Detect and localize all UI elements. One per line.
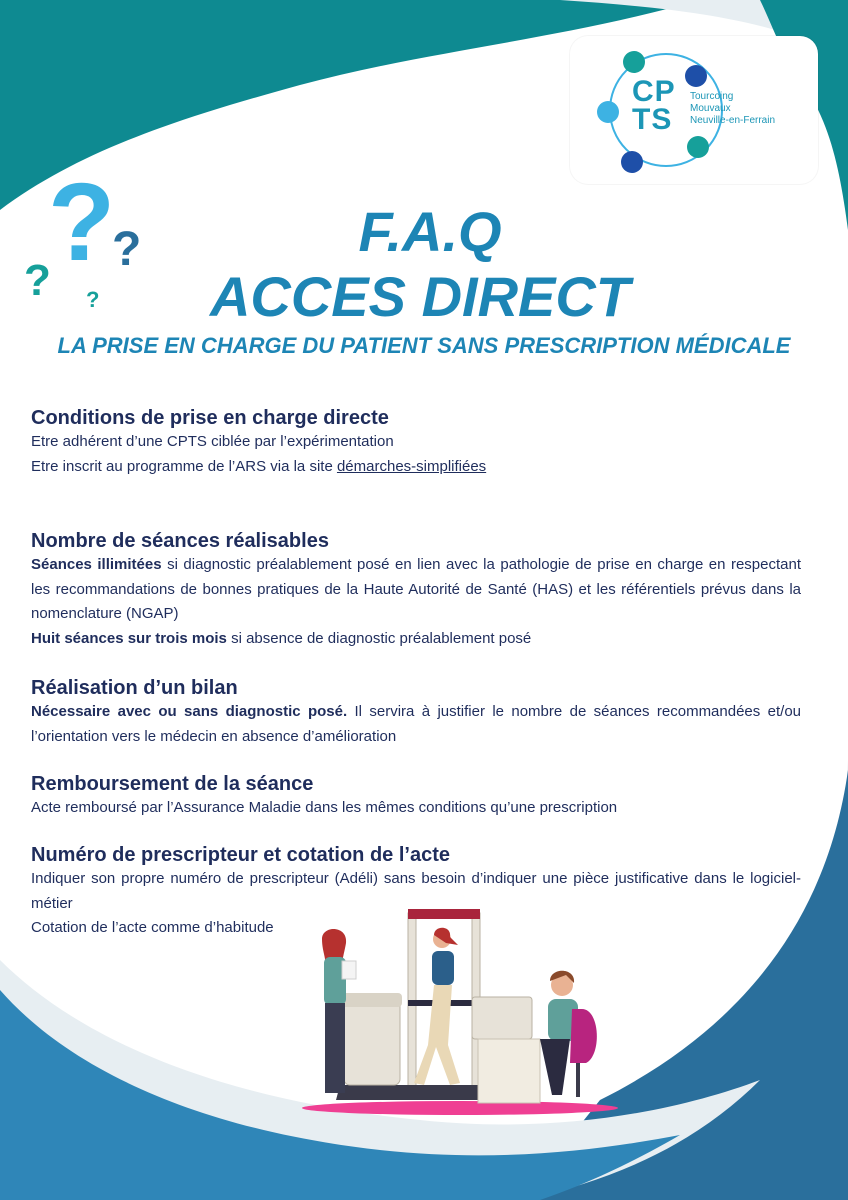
- logo-acronym: [632, 75, 676, 136]
- section-heading: Conditions de prise en charge directe: [31, 407, 389, 429]
- section-line: [31, 455, 801, 480]
- logo-place-3: Neuville-en-Ferrain: [690, 115, 776, 126]
- section-paragraph: Indiquer son propre numéro de prescripteur (Adéli) sans besoin d’indiquer une pièce justificative dans le logiciel-métier: [31, 870, 801, 912]
- section-remboursement: [31, 772, 801, 821]
- section-paragraph: [31, 553, 801, 627]
- logo-place-2: Mouvaux: [690, 103, 731, 114]
- section-heading: Numéro de prescripteur et cotation de l’acte: [31, 844, 450, 866]
- question-mark-right: ?: [112, 223, 142, 276]
- section-conditions: [31, 406, 801, 479]
- section-heading: Réalisation d’un bilan: [31, 677, 238, 699]
- question-mark-small: ?: [86, 287, 100, 312]
- line-text: Etre inscrit au programme de l’ARS via la site: [31, 457, 337, 475]
- paragraph-text: si absence de diagnostic préalablement posé: [226, 629, 532, 647]
- section-line: Etre adhérent d’une CPTS ciblée par l’expérimentation: [31, 433, 394, 450]
- page-title-line2: ACCES DIRECT: [209, 265, 631, 328]
- logo-place-names: [690, 91, 775, 127]
- physiotherapy-illustration: [300, 905, 620, 1120]
- section-paragraph: Acte remboursé par l’Assurance Maladie dans les mêmes conditions qu’une prescription: [31, 799, 618, 816]
- question-mark-large: ?: [48, 161, 116, 284]
- question-mark-left: ?: [24, 256, 51, 305]
- demarches-simplifiees-link[interactable]: démarches-simplifiées: [336, 457, 487, 475]
- section-seances: [31, 529, 801, 651]
- page-subtitle: LA PRISE EN CHARGE DU PATIENT SANS PRESCRIPTION MÉDICALE: [57, 333, 791, 358]
- logo-acronym-top: CP: [632, 75, 676, 108]
- section-heading: Nombre de séances réalisables: [31, 530, 329, 552]
- section-paragraph: Cotation de l’acte comme d’habitude: [31, 919, 274, 936]
- cpts-logo: [570, 36, 818, 184]
- bold-text: Huit séances sur trois mois: [31, 629, 227, 647]
- section-paragraph: [31, 627, 801, 652]
- section-paragraph: [31, 700, 801, 749]
- section-heading: Remboursement de la séance: [31, 773, 314, 795]
- page-title: F.A.Q: [358, 200, 502, 263]
- bold-text: Séances illimitées: [31, 556, 162, 573]
- section-bilan: [31, 676, 801, 749]
- paragraph-text: Il servira à justifier le nombre de séances recommandées et/ou l’orientation vers le médecin en absence d’amélioration: [31, 703, 801, 745]
- paragraph-text: si diagnostic préalablement posé en lien avec la pathologie de prise en charge en respectant les recommandations de bonnes pratiques de la Haute Autorité de Santé (HAS) et les référentiels prévus dans la nomenclature (NGAP): [31, 556, 801, 622]
- logo-acronym-bottom: TS: [632, 103, 673, 136]
- logo-place-1: Tourcoing: [690, 91, 734, 102]
- bold-text: Nécessaire avec ou sans diagnostic posé.: [31, 703, 348, 720]
